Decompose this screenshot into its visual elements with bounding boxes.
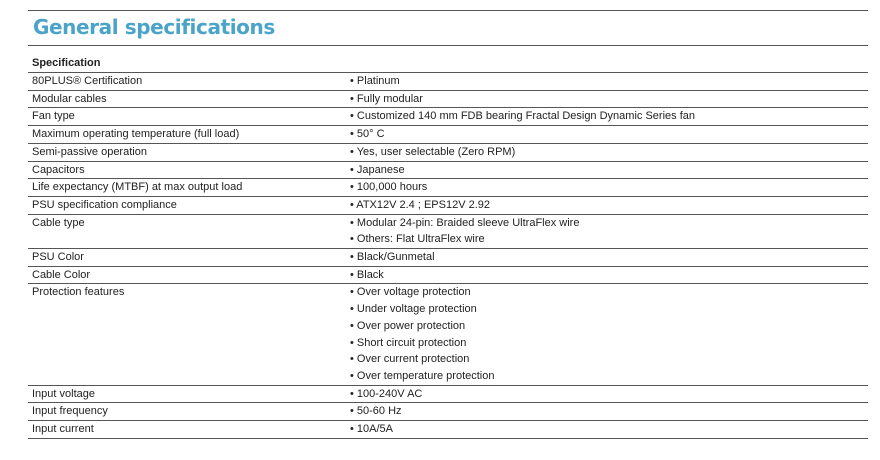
spec-label: Input frequency (32, 405, 108, 418)
table-header: Specification (28, 55, 868, 73)
table-row (28, 108, 868, 126)
spec-value: • Black/Gunmetal (350, 251, 435, 264)
table-row (28, 284, 868, 385)
table-row (28, 144, 868, 162)
spec-value: • Over current protection (350, 353, 470, 366)
spec-label: Semi-passive operation (32, 145, 147, 158)
table-body (28, 73, 868, 439)
spec-label: Cable type (32, 216, 85, 229)
spec-label: Cable Color (32, 268, 91, 281)
spec-value: • ATX12V 2.4 ; EPS12V 2.92 (350, 198, 491, 211)
table-row (28, 421, 868, 439)
spec-values (348, 179, 868, 196)
top-divider (28, 10, 868, 11)
spec-value: • Over temperature protection (350, 369, 495, 382)
spec-value: • Others: Flat UltraFlex wire (350, 233, 485, 246)
spec-values (348, 91, 868, 108)
table-row (28, 126, 868, 144)
spec-value: • Over voltage protection (350, 286, 471, 299)
spec-label: PSU specification compliance (32, 198, 177, 211)
spec-value: • 100-240V AC (350, 387, 423, 400)
spec-label: Modular cables (32, 92, 107, 105)
page-title: General specifications (33, 15, 275, 39)
spec-label: Input voltage (32, 387, 95, 400)
table-row (28, 162, 868, 180)
table-row (28, 215, 868, 249)
spec-value: • 50° C (350, 128, 385, 141)
spec-value: • Platinum (350, 75, 400, 87)
spec-label: Capacitors (32, 163, 85, 176)
spec-values (348, 386, 868, 403)
spec-label: Life expectancy (MTBF) at max output load (32, 181, 243, 194)
spec-label: PSU Color (32, 251, 84, 264)
spec-label: Input current (32, 423, 94, 436)
spec-table (28, 55, 868, 439)
spec-label: Maximum operating temperature (full load) (32, 128, 240, 141)
spec-value: • Fully modular (350, 92, 423, 105)
table-row (28, 73, 868, 91)
table-row (28, 91, 868, 109)
spec-label: Protection features (32, 286, 125, 299)
spec-value: • Short circuit protection (350, 336, 467, 349)
spec-value: • Japanese (350, 163, 405, 176)
spec-values (348, 126, 868, 143)
spec-values (348, 215, 868, 248)
spec-value: • Under voltage protection (350, 303, 477, 316)
spec-value: • Over power protection (350, 319, 466, 332)
title-divider (28, 45, 868, 46)
spec-value: • Black (350, 268, 384, 281)
table-row (28, 386, 868, 404)
spec-values (348, 284, 868, 384)
spec-value: • 50-60 Hz (350, 405, 402, 418)
spec-value: • Modular 24-pin: Braided sleeve UltraFlex wire (350, 216, 580, 229)
spec-label: 80PLUS® Certification (32, 75, 143, 87)
table-row (28, 249, 868, 267)
spec-value: • Yes, user selectable (Zero RPM) (350, 145, 516, 158)
spec-values (348, 267, 868, 284)
spec-value: • 10A/5A (350, 423, 393, 436)
spec-values (348, 144, 868, 161)
spec-values (348, 197, 868, 214)
table-row (28, 179, 868, 197)
spec-label: Fan type (32, 110, 75, 123)
spec-values (348, 421, 868, 438)
spec-values (348, 249, 868, 266)
spec-values (348, 403, 868, 420)
spec-values (348, 73, 868, 90)
table-row (28, 197, 868, 215)
table-row (28, 403, 868, 421)
table-row (28, 267, 868, 285)
spec-values (348, 162, 868, 179)
spec-value: • Customized 140 mm FDB bearing Fractal Design Dynamic Series fan (350, 110, 695, 123)
spec-values (348, 108, 868, 125)
spec-value: • 100,000 hours (350, 181, 428, 194)
